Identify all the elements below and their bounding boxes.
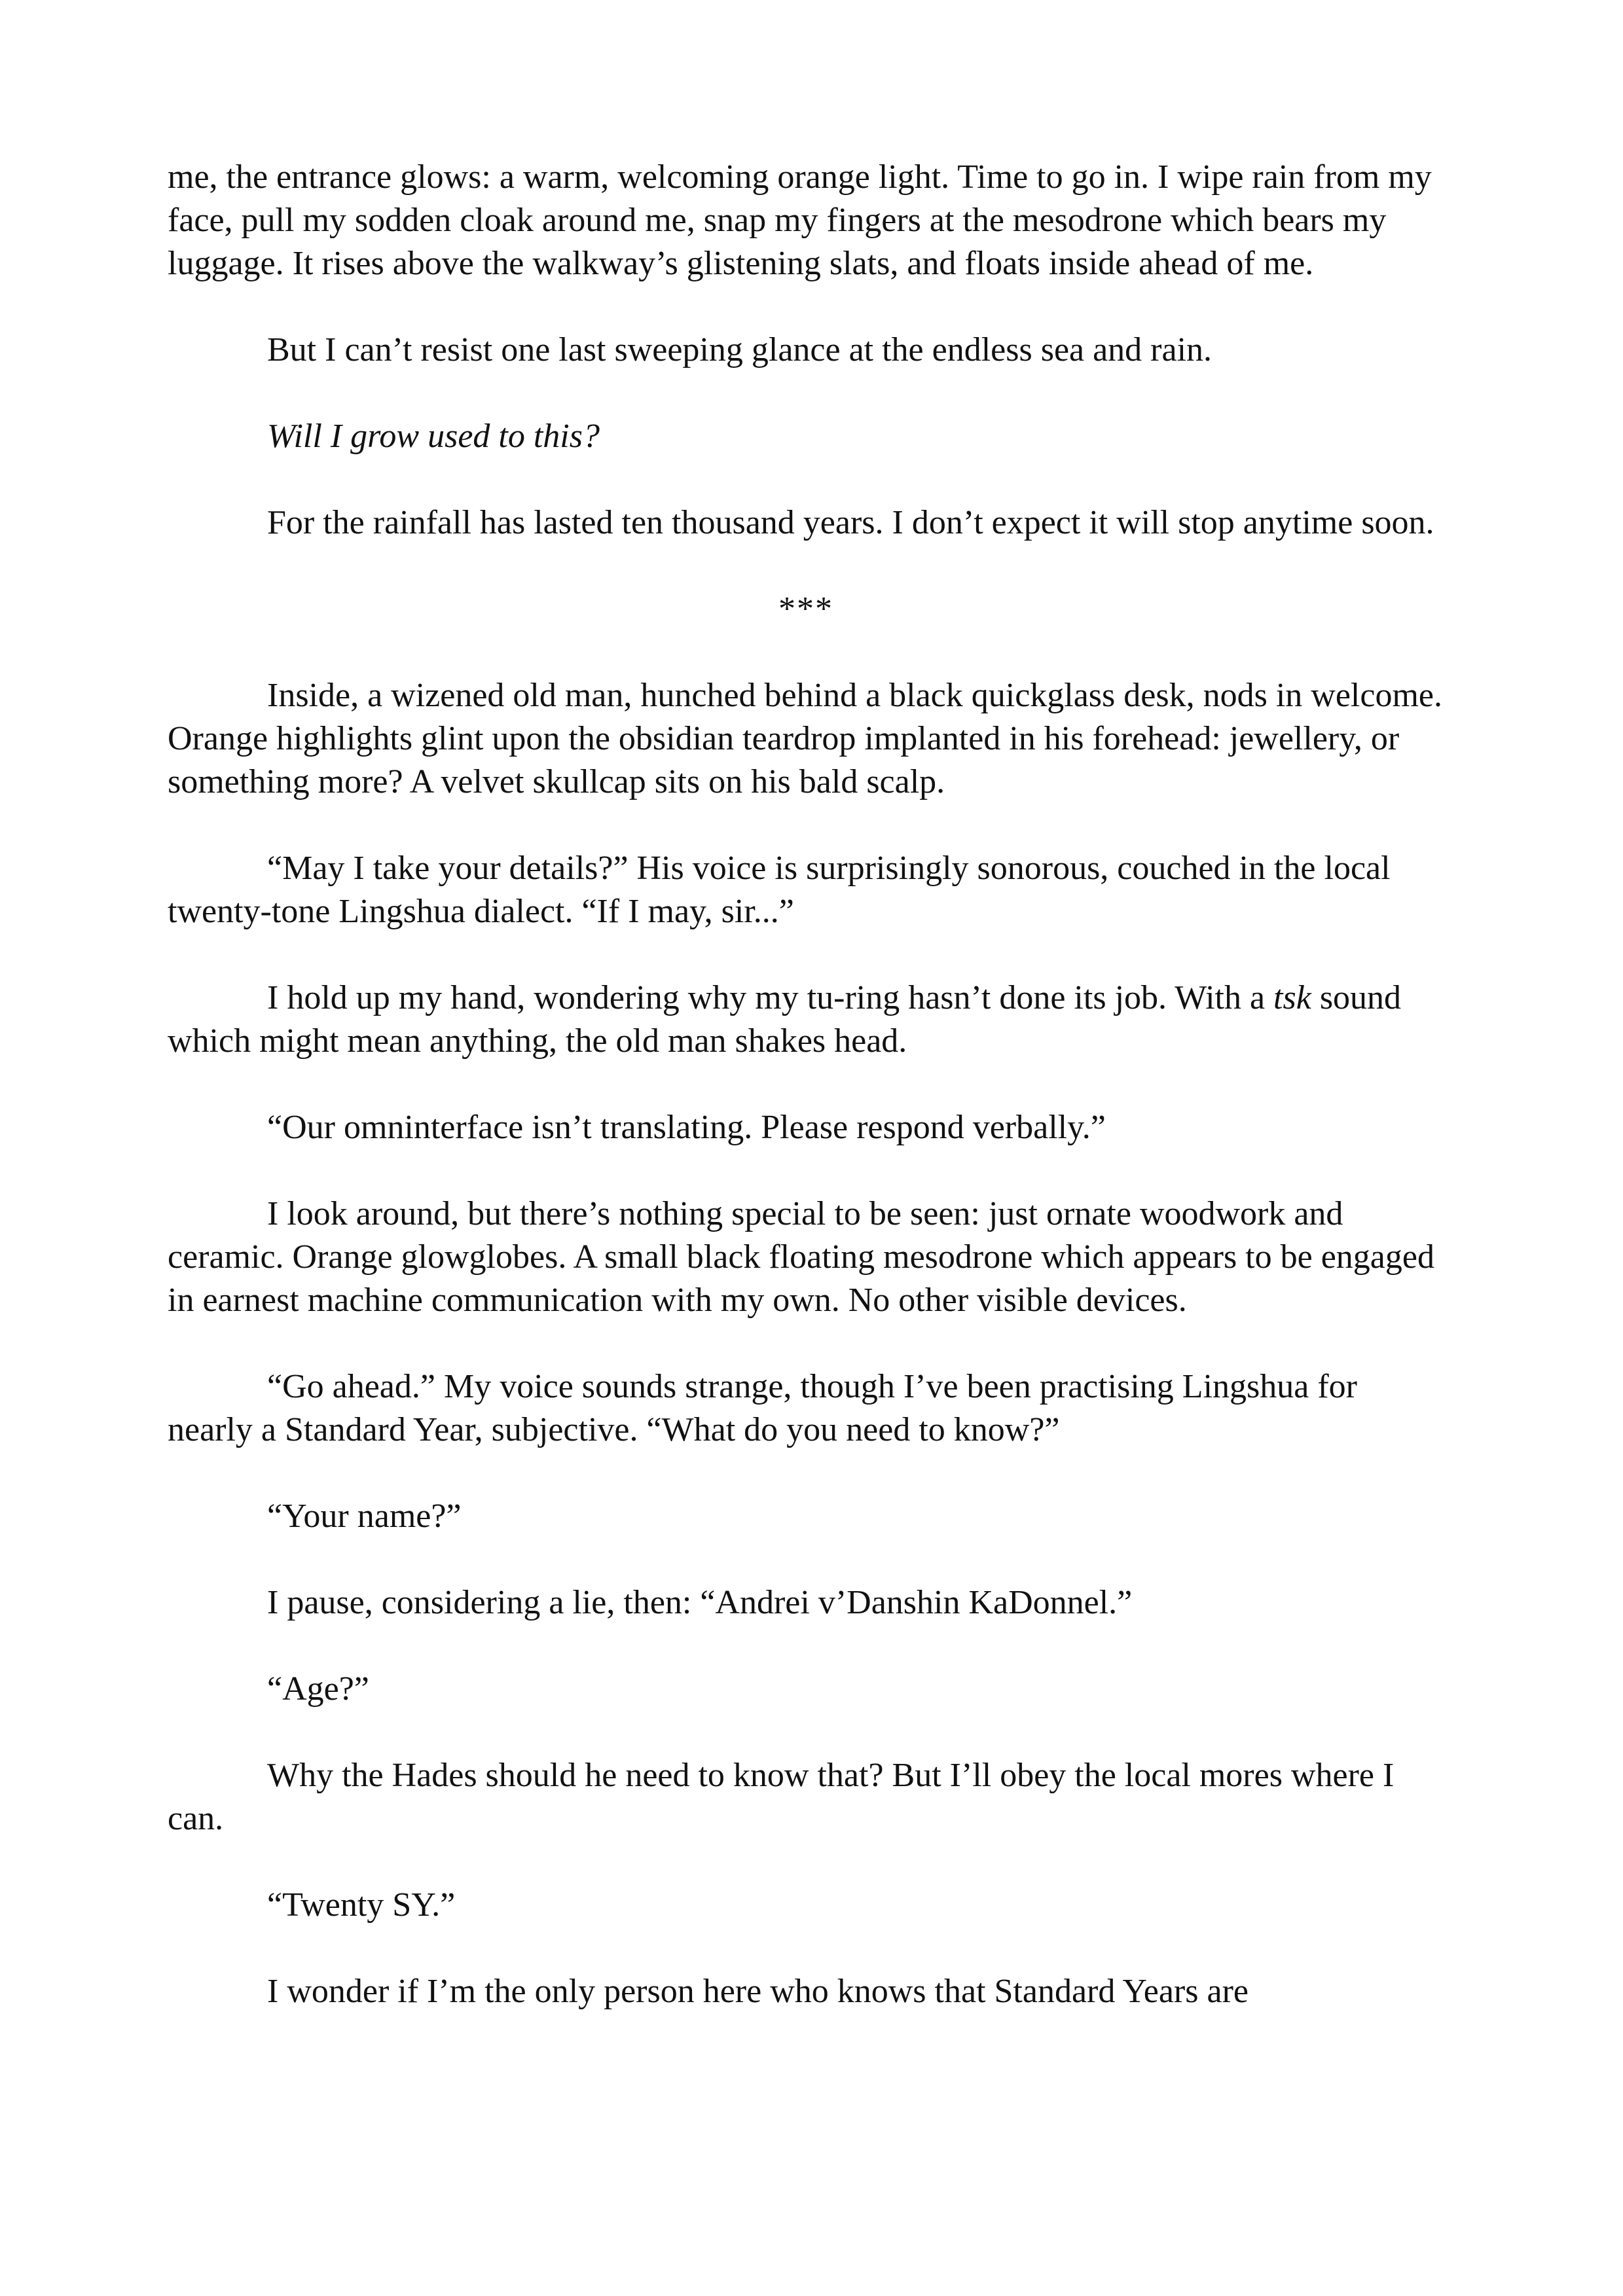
paragraph-text: “May I take your details?” His voice is surprisingly sonorous, couched in the local twenty-tone Lingshua dialect. “If I may, sir...”: [168, 850, 1391, 930]
paragraph: [168, 674, 1444, 804]
italic-word: tsk: [1273, 979, 1311, 1016]
paragraph-text: But I can’t resist one last sweeping glance at the endless sea and rain.: [267, 331, 1213, 368]
paragraph: [168, 847, 1444, 933]
paragraph-text: “Twenty SY.”: [267, 1886, 456, 1924]
paragraph-text: Why the Hades should he need to know that? But I’ll obey the local mores where I can.: [168, 1757, 1395, 1837]
paragraph-text: I look around, but there’s nothing special to be seen: just ornate woodwork and ceramic. Orange glowglobes. A small black floating mesodrone which appears to be engaged in earnest machine communication with my own. No other visible devices.: [168, 1195, 1434, 1319]
paragraph: [168, 1581, 1444, 1624]
paragraph-text: I pause, considering a lie, then: “Andrei v’Danshin KaDonnel.”: [267, 1584, 1133, 1621]
paragraph: [168, 1970, 1444, 2013]
paragraph-text: I hold up my hand, wondering why my tu-ring hasn’t done its job. With a: [267, 979, 1274, 1016]
paragraph: [168, 1884, 1444, 1927]
paragraph: [168, 1365, 1444, 1452]
paragraph: [168, 156, 1444, 285]
italic-thought: Will I grow used to this?: [267, 418, 600, 455]
paragraph: [168, 1193, 1444, 1322]
paragraph: [168, 1668, 1444, 1711]
paragraph-text: “Your name?”: [267, 1498, 462, 1535]
paragraph: [168, 329, 1444, 372]
paragraph-text: For the rainfall has lasted ten thousand years. I don’t expect it will stop anytime soon.: [267, 504, 1434, 541]
paragraph: [168, 415, 1444, 458]
paragraph-text: me, the entrance glows: a warm, welcoming orange light. Time to go in. I wipe rain from my face, pull my sodden cloak around me, snap my fingers at the mesodrone which bears my luggage. It rises above the walkway’s glistening slats, and floats inside ahead of me.: [168, 158, 1432, 282]
paragraph: [168, 1106, 1444, 1149]
paragraph-text: “Age?”: [267, 1670, 369, 1708]
paragraph-text: Inside, a wizened old man, hunched behind a black quickglass desk, nods in welcome. Orange highlights glint upon the obsidian teardrop implanted in his forehead: jewellery, or something more? A velvet skullcap sits on his bald scalp.: [168, 677, 1442, 800]
paragraph: [168, 501, 1444, 545]
scene-break: [168, 588, 1444, 631]
document-page: [168, 156, 1444, 2013]
paragraph-text: “Go ahead.” My voice sounds strange, though I’ve been practising Lingshua for nearly a Standard Year, subjective. “What do you need to know?”: [168, 1368, 1357, 1448]
paragraph: [168, 977, 1444, 1063]
paragraph-text: “Our omninterface isn’t translating. Please respond verbally.”: [267, 1109, 1106, 1146]
paragraph-text: sound which might mean anything, the old man shakes head.: [168, 979, 1402, 1060]
paragraph-text: I wonder if I’m the only person here who knows that Standard Years are: [267, 1973, 1249, 2010]
scene-break-text: ***: [778, 590, 833, 628]
paragraph: [168, 1754, 1444, 1840]
paragraph: [168, 1495, 1444, 1538]
